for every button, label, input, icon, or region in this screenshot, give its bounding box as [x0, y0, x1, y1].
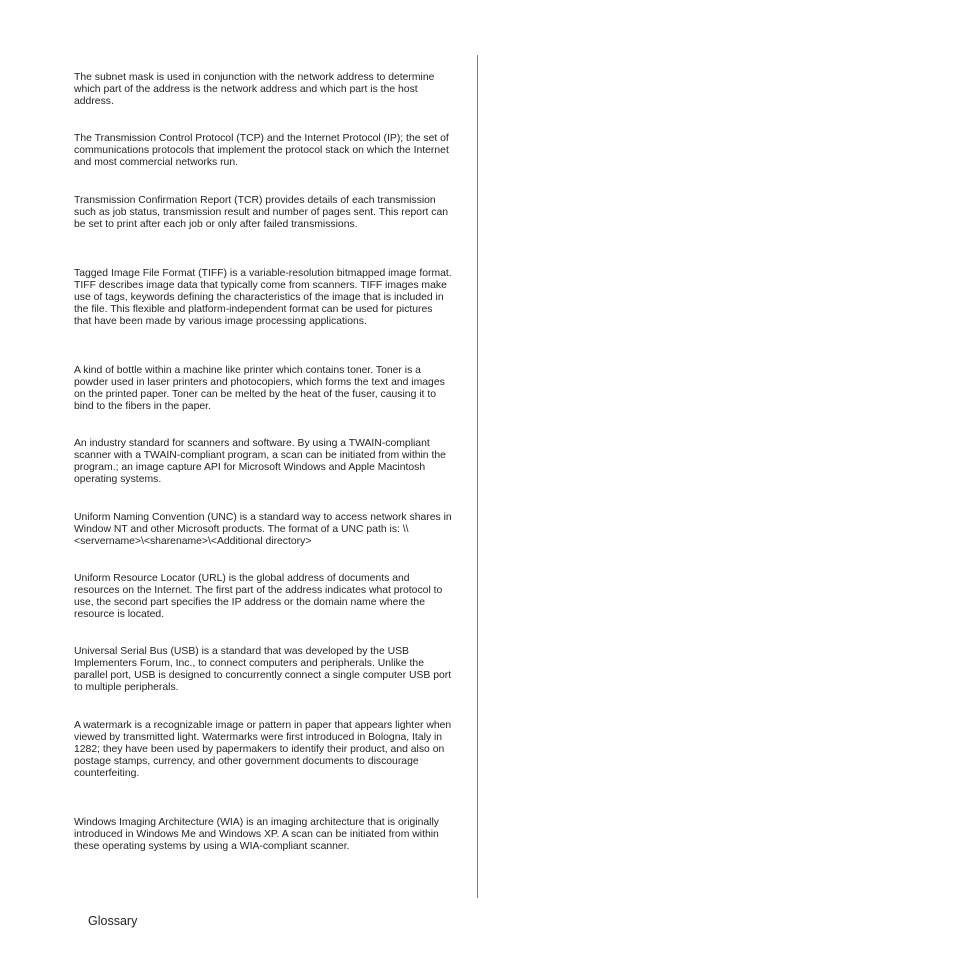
glossary-entry-usb: Universal Serial Bus (USB) is a standard that was developed by the USB Implementers Forum, Inc., to connect computers and peripherals. Unlike the parallel port, USB is designed to concurrently connect a single computer USB port to multiple peripherals. — [74, 646, 452, 693]
glossary-entry-unc: Uniform Naming Convention (UNC) is a standard way to access network shares in Window NT and other Microsoft products. The format of a UNC path is: \\<servername>\<sharename>\<Additional directory> — [74, 512, 452, 547]
page-footer: Glossary — [88, 914, 138, 928]
glossary-entry-tiff: Tagged Image File Format (TIFF) is a variable-resolution bitmapped image format. TIFF describes image data that typically come from scanners. TIFF images make use of tags, keywords defining the characteristics of the image that is included in the file. This flexible and platform-independent format can be used for pictures that have been made by various image processing applications. — [74, 268, 452, 327]
glossary-entry-watermark: A watermark is a recognizable image or pattern in paper that appears lighter when viewed by transmitted light. Watermarks were first introduced in Bologna, Italy in 1282; they have been used by papermakers to identify their product, and also on postage stamps, currency, and other government documents to discourage counterfeiting. — [74, 720, 452, 779]
glossary-entry-tcp-ip: The Transmission Control Protocol (TCP) and the Internet Protocol (IP); the set of communications protocols that implement the protocol stack on which the Internet and most commercial networks run. — [74, 133, 449, 168]
column-divider — [477, 55, 478, 898]
glossary-entry-tcr: Transmission Confirmation Report (TCR) provides details of each transmission such as job status, transmission result and number of pages sent. This report can be set to print after each job or only after failed transmissions. — [74, 195, 449, 230]
glossary-entry-wia: Windows Imaging Architecture (WIA) is an imaging architecture that is originally introduced in Windows Me and Windows XP. A scan can be initiated from within these operating systems by using a WIA-compliant scanner. — [74, 817, 439, 852]
glossary-entry-url: Uniform Resource Locator (URL) is the global address of documents and resources on the Internet. The first part of the address indicates what protocol to use, the second part specifies the IP address or the domain name where the resource is located. — [74, 573, 443, 620]
glossary-entry-twain: An industry standard for scanners and software. By using a TWAIN-compliant scanner with a TWAIN-compliant program, a scan can be initiated from within the program.; an image capture API for Microsoft Windows and Apple Macintosh operating systems. — [74, 438, 446, 485]
glossary-entry-toner-cartridge: A kind of bottle within a machine like printer which contains toner. Toner is a powder used in laser printers and photocopiers, which forms the text and images on the printed paper. Toner can be melted by the heat of the fuser, causing it to bind to the fibers in the paper. — [74, 365, 445, 412]
glossary-entry-subnet-mask: The subnet mask is used in conjunction with the network address to determine which part of the address is the network address and which part is the host address. — [74, 72, 435, 107]
